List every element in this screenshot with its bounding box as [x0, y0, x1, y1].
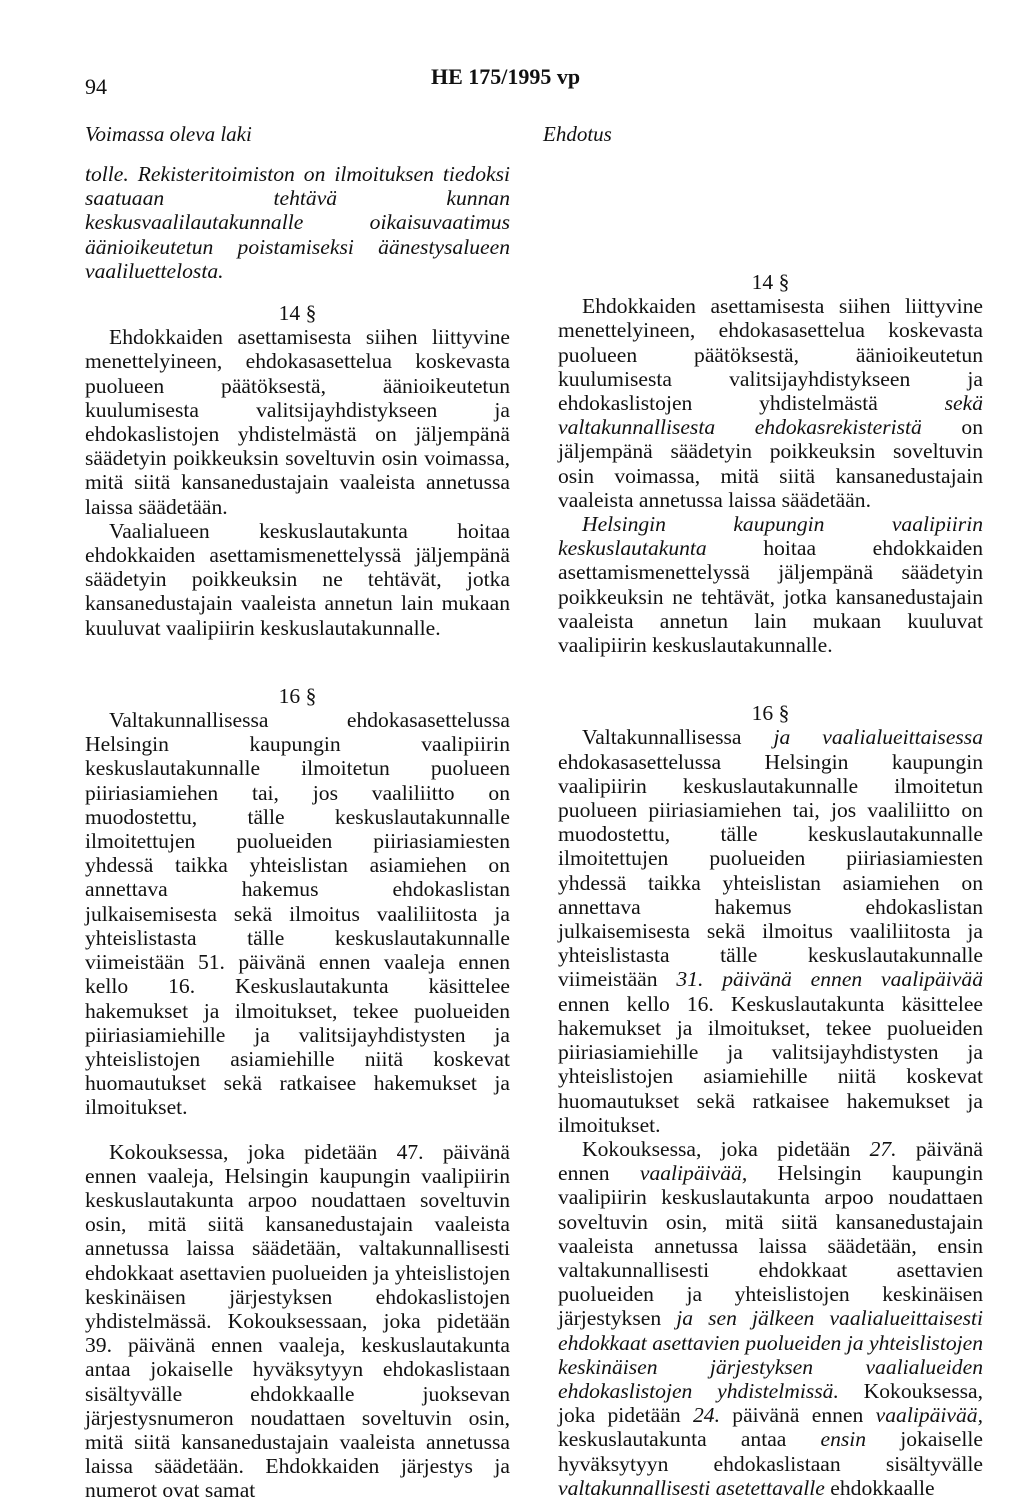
right-section-14-paragraph-1: Ehdokkaiden asettamisesta siihen liittyvine menettelyineen, ehdokasasettelua koskevasta puolueen päätöksestä, äänioikeutetun kuulumisesta valitsijayhdistykseen ja ehdokaslistojen yhdistelmästä sekä valtakunnallisesta ehdokasrekisteristä on jäljempänä säädetyin poikkeuksin soveltuvin osin voimassa, mitä siitä kansanedustajain vaaleista annetussa laissa säädetään. — [558, 294, 983, 512]
left-section-16-paragraph-1: Valtakunnallisessa ehdokasasettelussa Helsingin kaupungin vaalipiirin keskuslautakunnalle ilmoitetun puolueen piiriasiamiehen tai, jos vaaliliitto on muodostettu, tälle keskuslautakunnalle ilmoitettujen puolueiden piiriasiamiesten yhdessä taikka yhteislistan asiamiehen on annettava hakemus ehdokaslistan julkaisemisesta sekä ilmoitus vaaliliitosta ja yhteislistasta tälle keskuslautakunnalle viimeistään 51. päivänä ennen vaaleja ennen kello 16. Keskuslautakunta käsittelee hakemukset ja ilmoitukset, tekee puolueiden piiriasiamiehille ja valitsijayhdistysten ja yhteislistojen asiamiehille niitä koskevat huomautukset sekä ratkaisee hakemukset ja ilmoitukset. — [85, 708, 510, 1120]
left-section-16-heading: 16 § — [278, 683, 317, 708]
left-intro-paragraph: tolle. Rekisteritoimiston on ilmoituksen tiedoksi saatuaan tehtävä kunnan keskusvaalilautakunnalle oikaisuvaatimus äänioikeutetun poistamiseksi äänestysalueen vaaliluettelosta. — [85, 162, 510, 283]
current-law-column — [85, 162, 510, 1503]
right-section-14-heading: 14 § — [751, 270, 790, 294]
right-section-16-paragraph-1: Valtakunnallisessa ja vaalialueittaisessa ehdokasasettelussa Helsingin kaupungin vaalipiirin keskuslautakunnalle ilmoitetun puolueen piiriasiamiehen tai, jos vaaliliitto on muodostettu, tälle keskuslautakunnalle ilmoitettujen puolueiden piiriasiamiesten yhdessä taikka yhteislistan asiamiehen on annettava hakemus ehdokaslistan julkaisemisesta sekä ilmoitus vaaliliitosta ja yhteislistasta tälle keskuslautakunnalle viimeistään 31. päivänä ennen vaalipäivää ennen kello 16. Keskuslautakunta käsittelee hakemukset ja ilmoitukset, tekee puolueiden piiriasiamiehille ja valitsijayhdistysten ja yhteislistojen asiamiehille niitä koskevat huomautukset sekä ratkaisee hakemukset ja ilmoitukset. — [558, 725, 984, 1137]
column-label-proposal: Ehdotus — [543, 122, 612, 146]
right-section-16-paragraph-2: Kokouksessa, joka pidetään 27. päivänä ennen vaalipäivää, Helsingin kaupungin vaalipiirin keskuslautakunta arpoo noudattaen soveltuvin osin, mitä siitä kansanedustajain vaaleista annetussa laissa säädetään, ensin valtakunnallisesti ehdokkaat asettavien puolueiden ja yhteislistojen keskinäisen järjestyksen ja sen jälkeen vaalialueittaisesti ehdokkaat asettavien puolueiden ja yhteislistojen keskinäisen järjestyksen vaalialueiden ehdokaslistojen yhdistelmissä. Kokouksessa, joka pidetään 24. päivänä ennen vaalipäivää, keskuslautakunta antaa ensin jokaiselle hyväksytyyn ehdokaslistaan sisältyvälle valtakunnallisesti asetettavalle ehdokkaalle — [558, 1136, 983, 1500]
left-section-16-paragraph-2: Kokouksessa, joka pidetään 47. päivänä ennen vaaleja, Helsingin kaupungin vaalipiirin keskuslautakunta arpoo noudattaen soveltuvin osin, mitä siitä kansanedustajain vaaleista annetussa laissa säädetään, valtakunnallisesti ehdokkaat asettavien puolueiden ja yhteislistojen keskinäisen järjestyksen ehdokaslistojen yhdistelmässä. Kokouksessaan, joka pidetään 39. päivänä ennen vaaleja, keskuslautakunta antaa jokaiselle hyväksytyyn ehdokaslistaan sisältyvälle ehdokkaalle juoksevan järjestysnumeron noudattaen soveltuvin osin, mitä siitä kansanedustajain vaaleista annetussa laissa säädetään. Ehdokkaiden järjestys ja numerot ovat samat — [85, 1139, 510, 1503]
left-section-14-paragraph-1: Ehdokkaiden asettamisesta siihen liittyvine menettelyineen, ehdokasasettelua koskevasta puolueen päätöksestä, äänioikeutetun kuulumisesta valitsijayhdistykseen ja ehdokaslistojen yhdistelmästä on jäljempänä säädetyin poikkeuksin soveltuvin osin voimassa, mitä siitä kansanedustajain vaaleista annetussa laissa säädetään. — [85, 325, 510, 519]
left-section-14-heading: 14 § — [278, 301, 317, 326]
right-section-14-paragraph-2: Helsingin kaupungin vaalipiirin keskuslautakunta hoitaa ehdokkaiden asettamismenettelyssä jäljempänä säädetyin poikkeuksin ne tehtävät, jotka kansanedustajain vaaleista annetun lain mukaan kuuluvat vaalipiirin keskuslautakunnalle. — [558, 512, 983, 658]
column-label-current-law: Voimassa oleva laki — [85, 122, 252, 146]
proposal-column — [558, 270, 983, 1500]
right-section-16-heading: 16 § — [751, 701, 790, 726]
left-section-14-paragraph-2: Vaalialueen keskuslautakunta hoitaa ehdokkaiden asettamismenettelyssä jäljempänä säädetyin poikkeuksin ne tehtävät, jotka kansanedustajain vaaleista annetun lain mukaan kuuluvat vaalipiirin keskuslautakunnalle. — [85, 518, 510, 640]
page-number: 94 — [85, 74, 107, 99]
running-head: HE 175/1995 vp — [431, 64, 581, 89]
